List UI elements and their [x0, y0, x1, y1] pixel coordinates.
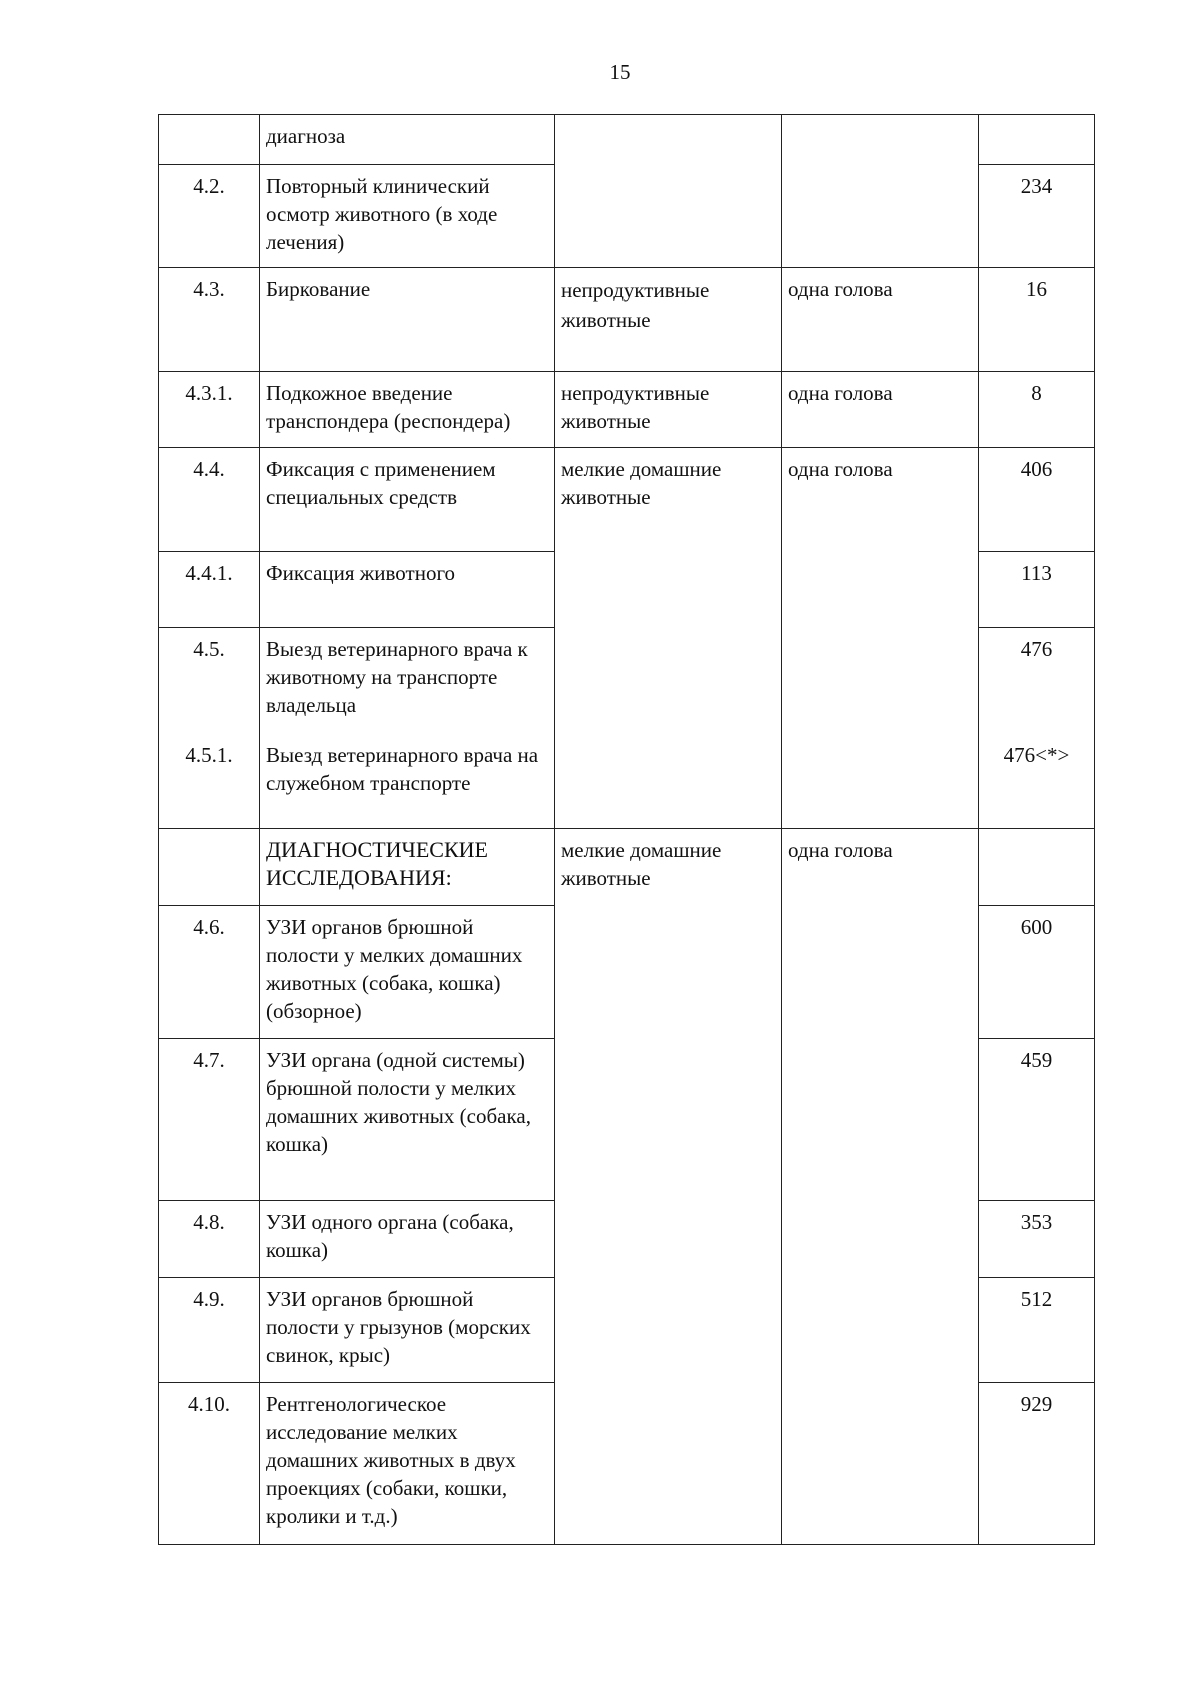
- table-row: [159, 829, 1095, 906]
- price-cell: 476<*>: [979, 734, 1095, 829]
- service-name: Рентгенологическое исследование мелких домашних животных в двух проекциях (собаки, кошки, кролики и т.д.): [260, 1383, 555, 1545]
- animal-category: непродуктивные животные: [555, 372, 782, 448]
- service-name: УЗИ одного органа (собака, кошка): [260, 1201, 555, 1278]
- price-cell: [979, 115, 1095, 165]
- row-number: 4.3.: [159, 268, 260, 372]
- fee-table: [158, 114, 1095, 1545]
- category-cell-empty: [555, 115, 782, 268]
- row-number: 4.5.1.: [159, 734, 260, 829]
- table-row: [159, 115, 1095, 165]
- price-cell: 459: [979, 1039, 1095, 1201]
- price-cell: [979, 829, 1095, 906]
- service-name: Выезд ветеринарного врача на служебном транспорте: [260, 734, 555, 829]
- service-name: Биркование: [260, 268, 555, 372]
- table-row: [159, 268, 1095, 372]
- row-number: 4.6.: [159, 906, 260, 1039]
- row-number: 4.4.1.: [159, 552, 260, 628]
- table-row: [159, 372, 1095, 448]
- section-heading: ДИАГНОСТИЧЕСКИЕ ИССЛЕДОВАНИЯ:: [260, 829, 555, 906]
- row-number: 4.5.: [159, 628, 260, 734]
- price-cell: 353: [979, 1201, 1095, 1278]
- row-number: 4.3.1.: [159, 372, 260, 448]
- price-cell: 16: [979, 268, 1095, 372]
- unit-of-measure: одна голова: [782, 829, 979, 1545]
- service-name: Фиксация с применением специальных средств: [260, 448, 555, 552]
- animal-category: непродуктивные животные: [555, 268, 782, 372]
- price-cell: 406: [979, 448, 1095, 552]
- unit-of-measure: одна голова: [782, 448, 979, 829]
- price-cell: 234: [979, 165, 1095, 268]
- row-number: [159, 829, 260, 906]
- price-cell: 113: [979, 552, 1095, 628]
- row-number: 4.7.: [159, 1039, 260, 1201]
- row-number: 4.4.: [159, 448, 260, 552]
- price-cell: 476: [979, 628, 1095, 734]
- service-name: Фиксация животного: [260, 552, 555, 628]
- service-name: УЗИ органов брюшной полости у грызунов (морских свинок, крыс): [260, 1278, 555, 1383]
- table-row: [159, 448, 1095, 552]
- animal-category: мелкие домашние животные: [555, 448, 782, 829]
- row-number: 4.2.: [159, 165, 260, 268]
- price-cell: 8: [979, 372, 1095, 448]
- price-cell: 929: [979, 1383, 1095, 1545]
- unit-cell-empty: [782, 115, 979, 268]
- row-number: 4.9.: [159, 1278, 260, 1383]
- service-name: диагноза: [260, 115, 555, 165]
- animal-category: мелкие домашние животные: [555, 829, 782, 1545]
- page-number: 15: [609, 60, 631, 84]
- row-number: 4.10.: [159, 1383, 260, 1545]
- service-name: Выезд ветеринарного врача к животному на транспорте владельца: [260, 628, 555, 734]
- service-name: Повторный клинический осмотр животного (в ходе лечения): [260, 165, 555, 268]
- service-name: УЗИ органов брюшной полости у мелких домашних животных (собака, кошка) (обзорное): [260, 906, 555, 1039]
- row-number: [159, 115, 260, 165]
- service-name: УЗИ органа (одной системы) брюшной полости у мелких домашних животных (собака, кошка): [260, 1039, 555, 1201]
- row-number: 4.8.: [159, 1201, 260, 1278]
- unit-of-measure: одна голова: [782, 268, 979, 372]
- service-name: Подкожное введение транспондера (респондера): [260, 372, 555, 448]
- price-cell: 512: [979, 1278, 1095, 1383]
- unit-of-measure: одна голова: [782, 372, 979, 448]
- price-cell: 600: [979, 906, 1095, 1039]
